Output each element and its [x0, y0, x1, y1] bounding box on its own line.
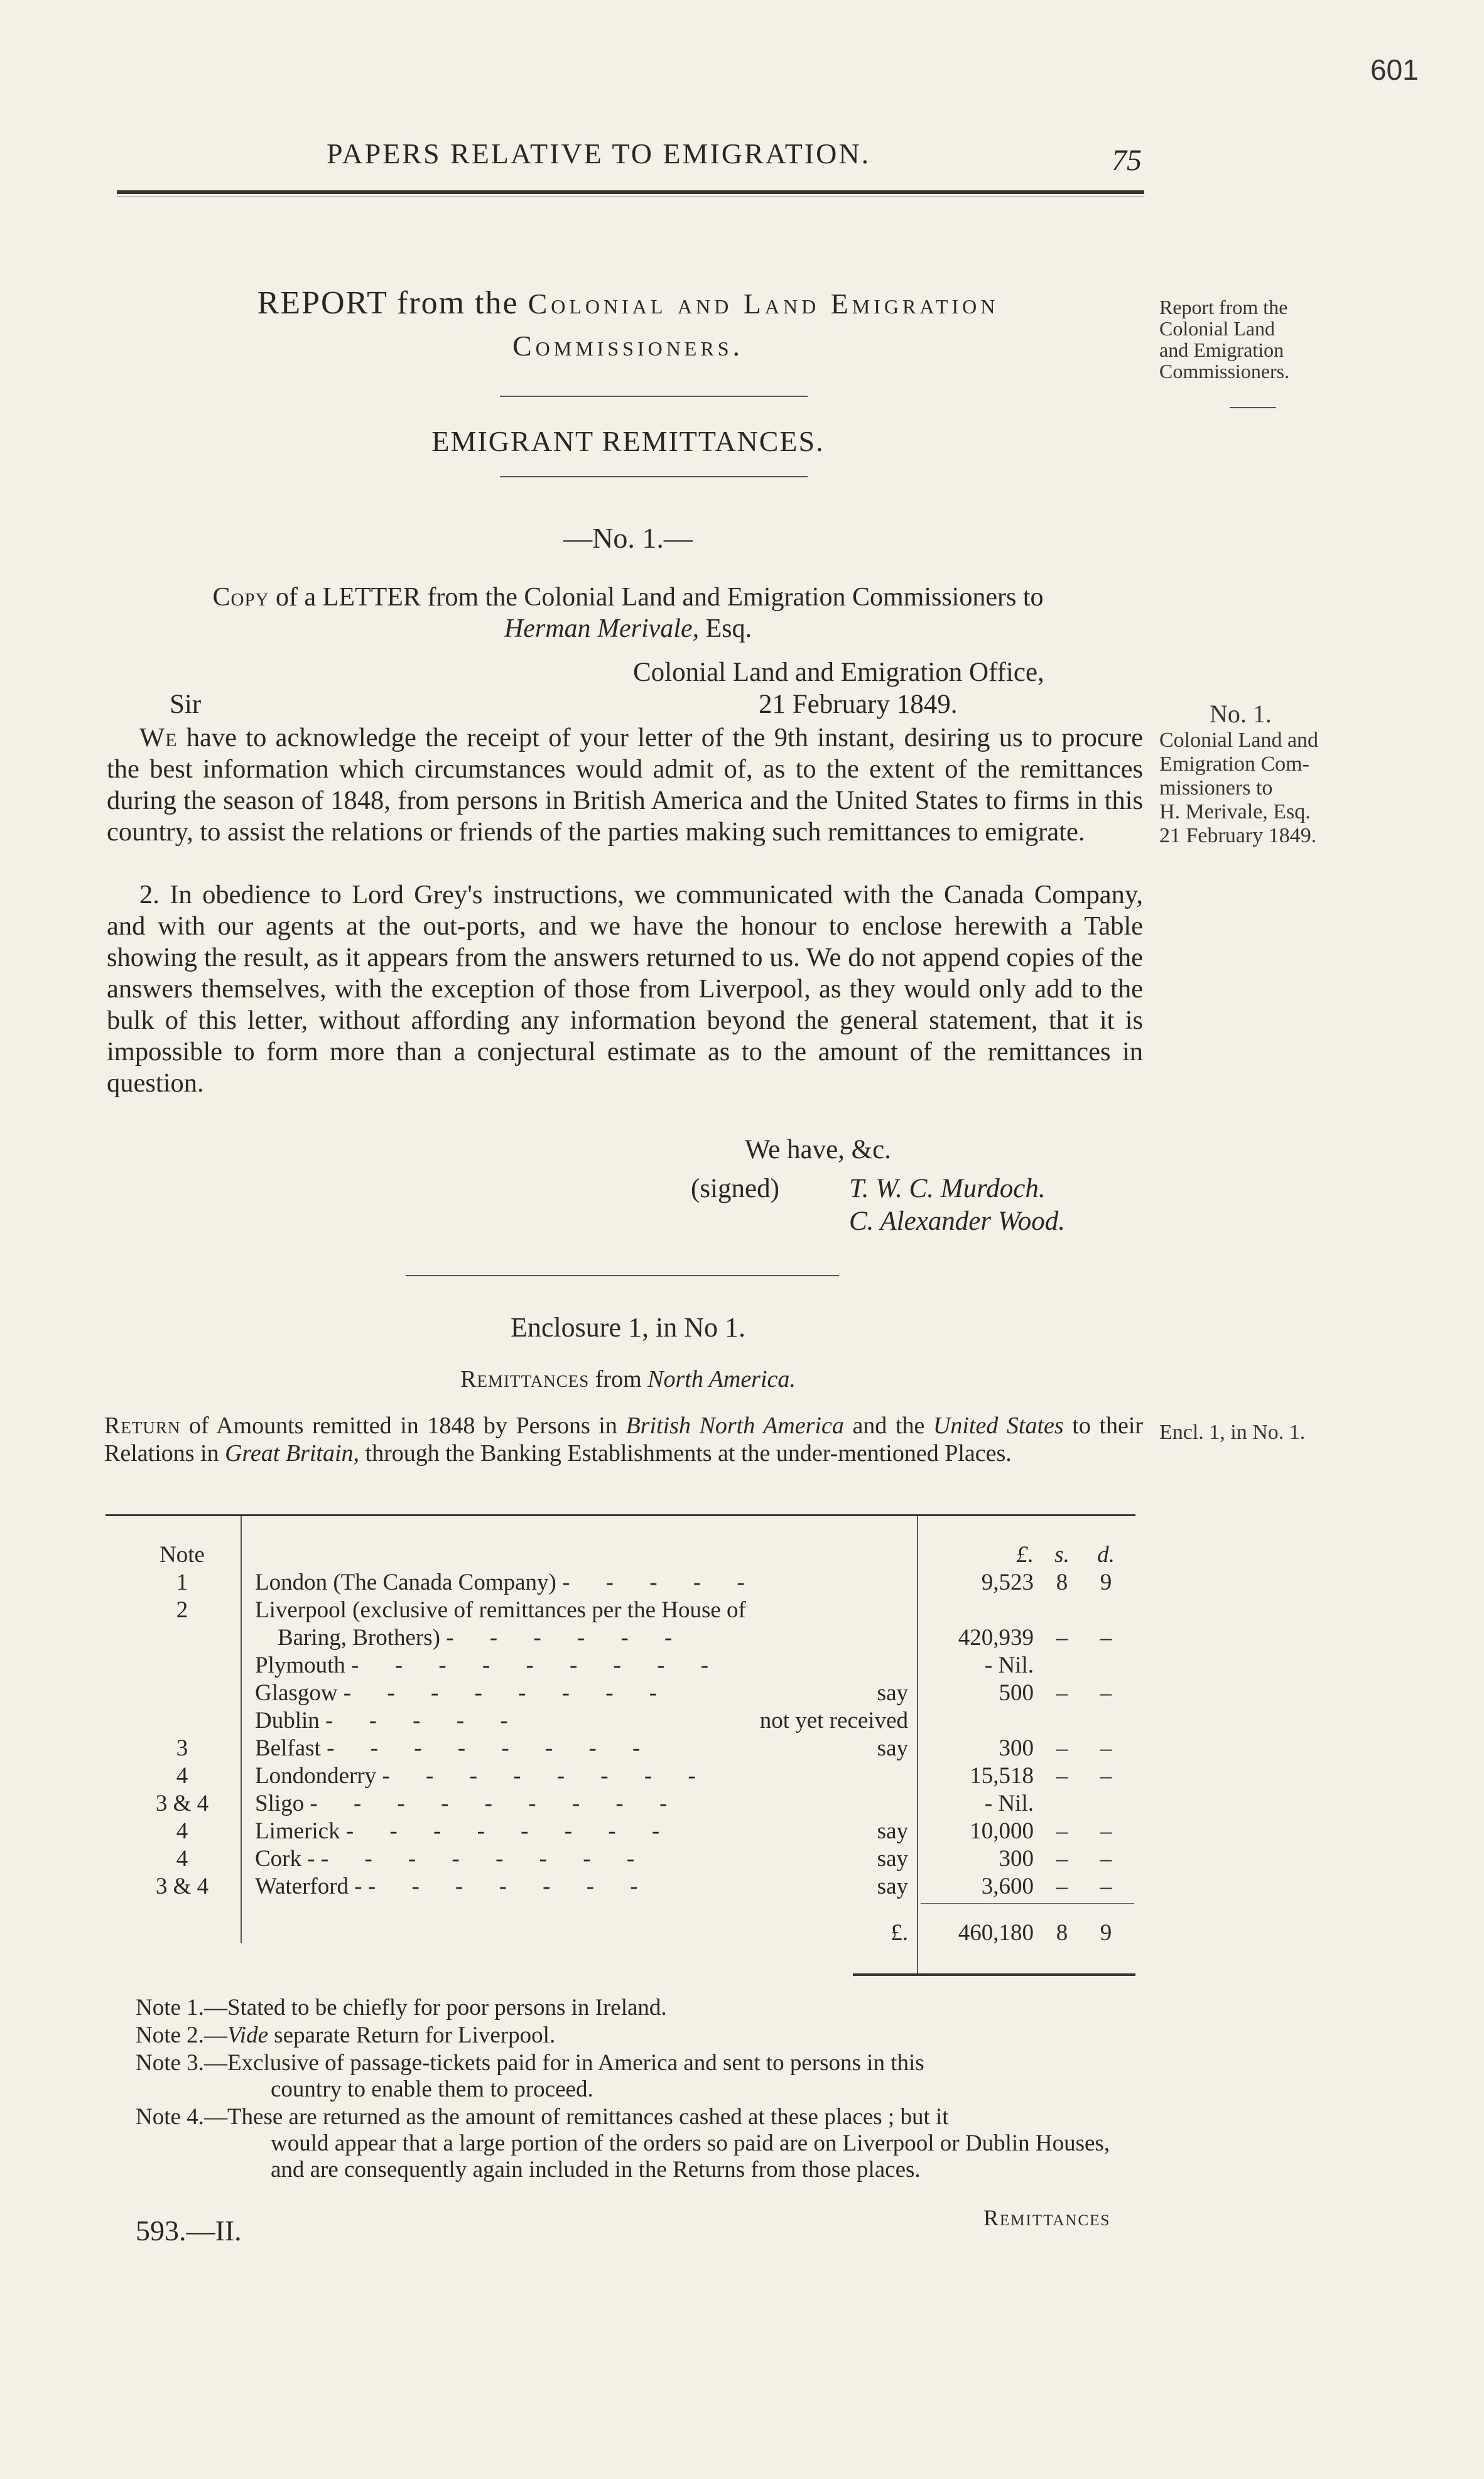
row-place: Waterford - — [255, 1874, 362, 1899]
margin-line: Emigration Com- — [1159, 752, 1309, 776]
table-bottom-rule — [853, 1973, 1135, 1976]
row-leader-dots: - - - - - - — [446, 1625, 688, 1651]
row-pence: – — [1100, 1818, 1112, 1844]
row-leader-dots: - - - - - - - - — [320, 1846, 650, 1872]
row-note-ref: 3 & 4 — [155, 1791, 209, 1816]
row-place-cell — [255, 1845, 908, 1873]
return-text-part: of Amounts remitted in 1848 by Persons in — [188, 1413, 617, 1439]
row-place-cell — [255, 1597, 908, 1624]
table-total-row — [0, 1919, 1484, 1947]
row-place-cell — [255, 1790, 908, 1818]
return-text-part: through the Banking Establishments at the under-mentioned Places. — [365, 1440, 1012, 1467]
report-title-prefix: REPORT from the — [257, 285, 519, 321]
row-pounds: 9,523 — [981, 1570, 1034, 1595]
row-leader-dots: - - - - - - - - — [327, 1735, 656, 1761]
table-row — [0, 1569, 1484, 1597]
row-place: Baring, Brothers) — [278, 1625, 440, 1651]
row-note-ref: 4 — [176, 1818, 188, 1844]
row-pounds: 3,600 — [981, 1874, 1034, 1899]
row-shillings: – — [1056, 1818, 1068, 1844]
row-shillings: – — [1056, 1874, 1068, 1899]
margin-line: and Emigration — [1159, 339, 1284, 361]
row-place-cell — [255, 1818, 908, 1845]
signed-label: (signed) — [691, 1174, 779, 1203]
letter-title-text: of a LETTER from the Colonial Land and Emigration Commissioners to — [276, 583, 1044, 612]
row-leader-dots: - - - - - — [562, 1570, 760, 1595]
table-row — [0, 1818, 1484, 1845]
remittances-heading — [126, 1365, 1130, 1393]
row-leader-dots: - - - - - - - — [367, 1874, 653, 1899]
table-row — [0, 1707, 1484, 1735]
report-title-line1: Colonial and Land Emigration — [528, 288, 999, 320]
row-pence: – — [1100, 1680, 1112, 1706]
note-text: —Exclusive of passage-tickets paid for in America and sent to persons in this — [203, 2050, 924, 2076]
row-place: Plymouth — [255, 1652, 345, 1678]
signature-1: T. W. C. Murdoch. — [849, 1174, 1046, 1203]
sheet-number: 593.—II. — [136, 2215, 242, 2247]
running-head: PAPERS RELATIVE TO EMIGRATION. — [327, 138, 871, 170]
header-rule — [117, 190, 1144, 194]
row-pounds: 500 — [999, 1680, 1034, 1706]
letter-title-prefix: Copy — [212, 583, 269, 612]
subject-rule — [500, 476, 808, 477]
note-label: Note 1. — [136, 1995, 204, 2021]
row-pence: – — [1100, 1874, 1112, 1899]
table-row — [0, 1735, 1484, 1762]
row-pounds: - Nil. — [984, 1791, 1034, 1816]
margin-line: H. Merivale, Esq. — [1159, 800, 1311, 823]
margin-line: No. 1. — [1210, 700, 1272, 728]
section-rule — [406, 1275, 839, 1276]
row-shillings: 8 — [1056, 1570, 1068, 1595]
remittances-from: from — [595, 1366, 642, 1392]
return-text-italic: Great Britain, — [225, 1440, 360, 1467]
row-note-ref: 4 — [176, 1763, 188, 1789]
return-word: Return — [104, 1413, 181, 1439]
row-pence: 9 — [1100, 1570, 1112, 1595]
table-row — [0, 1679, 1484, 1707]
header-shillings: s. — [1054, 1542, 1070, 1568]
row-shillings: – — [1056, 1680, 1068, 1706]
return-description — [104, 1412, 1143, 1467]
note-continuation: country to enable them to proceed. — [271, 2076, 593, 2102]
total-sum-rule — [921, 1903, 1134, 1904]
row-place-cell — [255, 1873, 908, 1901]
folio-number: 601 — [1370, 53, 1419, 86]
margin-line: Report from the — [1159, 296, 1288, 318]
row-suffix: say — [877, 1735, 908, 1761]
row-suffix: not yet received — [759, 1708, 908, 1733]
row-note-ref: 1 — [176, 1570, 188, 1595]
footnote-1 — [136, 1995, 1140, 2021]
table-row — [0, 1762, 1484, 1790]
date-line: 21 February 1849. — [759, 690, 958, 719]
note-label: Note 3. — [136, 2050, 204, 2076]
letter-paragraph-1 — [107, 722, 1143, 848]
table-row — [0, 1624, 1484, 1652]
row-note-ref: 2 — [176, 1597, 188, 1623]
return-text-italic: British North America — [626, 1413, 844, 1439]
row-pounds: - Nil. — [984, 1652, 1034, 1678]
letter-paragraph-2: 2. In obedience to Lord Grey's instructions, we communicated with the Canada Company, and with our agents at the out-ports, and we have the honour to enclose herewith a Table showing the result, as it appears from the answers returned to us. We do not append copies of the answers themselves, with the exception of those from Liverpool, as they would only add to the bulk of this letter, without affording any information beyond the general statement, that it is impossible to form more than a conjectural estimate as to the amount of the remittances in question. — [107, 880, 1143, 1098]
row-place: London (The Canada Company) — [255, 1570, 556, 1595]
table-row — [0, 1597, 1484, 1624]
row-suffix: say — [877, 1818, 908, 1844]
row-place: Liverpool (exclusive of remittances per the House of — [255, 1597, 746, 1623]
row-leader-dots: - - - - - - - - — [345, 1818, 675, 1844]
margin-line: Colonial Land — [1159, 317, 1275, 340]
row-place: Londonderry — [255, 1763, 377, 1789]
report-title-line2: Commissioners. — [512, 330, 744, 362]
subject-heading: EMIGRANT REMITTANCES. — [431, 425, 825, 457]
margin-line: missioners to — [1159, 776, 1273, 800]
catchword: Remittances — [983, 2205, 1111, 2230]
margin-line: Commissioners. — [1159, 360, 1290, 382]
row-suffix: say — [877, 1680, 908, 1706]
return-text-part: and the — [852, 1413, 925, 1439]
row-pence: – — [1100, 1763, 1112, 1789]
letter-addressee-suffix: Esq. — [705, 614, 752, 643]
table-row — [0, 1652, 1484, 1679]
row-note-ref: 3 & 4 — [155, 1874, 209, 1899]
return-text-italic: United States — [933, 1413, 1064, 1439]
row-leader-dots: - - - - - - - - — [343, 1680, 673, 1706]
letter-title — [113, 582, 1143, 644]
margin-line: 21 February 1849. — [1159, 824, 1317, 847]
note-continuation: would appear that a large portion of the orders so paid are on Liverpool or Dublin Houses, and are consequently again included in the Returns from those places. — [271, 2130, 1110, 2183]
title-rule — [500, 396, 808, 397]
return-text-part: to their Relations in — [104, 1413, 1144, 1467]
row-suffix: say — [877, 1846, 908, 1872]
row-pounds: 15,518 — [970, 1763, 1034, 1789]
total-pence: 9 — [1100, 1920, 1112, 1946]
margin-note-report — [1159, 296, 1289, 382]
total-shillings: 8 — [1056, 1920, 1068, 1946]
note-label: Note 4. — [136, 2104, 204, 2130]
table-row — [0, 1790, 1484, 1818]
row-place: Limerick — [255, 1818, 340, 1844]
signature-2: C. Alexander Wood. — [849, 1207, 1065, 1236]
row-place-cell — [255, 1762, 908, 1790]
row-place-cell — [255, 1735, 908, 1762]
remittances-word: Remittances — [460, 1366, 590, 1392]
header-pence: d. — [1097, 1542, 1115, 1568]
row-note-ref: 4 — [176, 1846, 188, 1872]
remittances-place: North America. — [647, 1366, 796, 1392]
row-place: Cork - — [255, 1846, 315, 1872]
header-note: Note — [160, 1542, 205, 1568]
row-place: Belfast — [255, 1735, 321, 1761]
row-shillings: – — [1056, 1625, 1068, 1651]
row-leader-dots: - - - - - - - - - — [351, 1652, 724, 1678]
margin-note-no1 — [1159, 702, 1318, 848]
row-place-cell — [255, 1624, 931, 1652]
footnote-3 — [136, 2050, 1140, 2103]
row-pounds: 300 — [999, 1735, 1034, 1761]
paragraph-lead-word: We — [139, 723, 178, 752]
row-leader-dots: - - - - - — [325, 1708, 523, 1733]
row-pounds: 300 — [999, 1846, 1034, 1872]
row-pounds: 420,939 — [958, 1625, 1034, 1651]
row-place-cell — [255, 1652, 908, 1679]
table-top-rule — [106, 1514, 1135, 1516]
row-place: Glasgow — [255, 1680, 338, 1706]
enclosure-heading: Enclosure 1, in No 1. — [511, 1312, 745, 1343]
row-leader-dots: - - - - - - - - - — [310, 1791, 683, 1816]
row-place: Sligo — [255, 1791, 305, 1816]
letter-addressee: Herman Merivale, — [504, 614, 700, 643]
document-number-heading: —No. 1.— — [563, 522, 693, 554]
row-leader-dots: - - - - - - - - — [382, 1763, 711, 1789]
table-row — [0, 1845, 1484, 1873]
total-label: £. — [891, 1920, 908, 1946]
row-suffix: say — [877, 1874, 908, 1899]
row-note-ref: 3 — [176, 1735, 188, 1761]
header-pounds: £. — [1016, 1542, 1034, 1568]
row-pounds: 10,000 — [970, 1818, 1034, 1844]
note-italic: Vide — [227, 2022, 268, 2048]
note-text: —These are returned as the amount of remittances cashed at these places ; but it — [203, 2104, 949, 2130]
row-pence: – — [1100, 1846, 1112, 1872]
salutation: Sir — [170, 690, 202, 719]
note-label: Note 2. — [136, 2022, 204, 2048]
footnote-2 — [136, 2022, 1140, 2049]
row-pence: – — [1100, 1625, 1112, 1651]
row-shillings: – — [1056, 1735, 1068, 1761]
total-pounds: 460,180 — [958, 1920, 1034, 1946]
note-text: —Stated to be chiefly for poor persons in Ireland. — [203, 1995, 667, 2021]
table-row — [0, 1873, 1484, 1901]
margin-note-enclosure: Encl. 1, in No. 1. — [1159, 1421, 1306, 1444]
row-place-cell — [255, 1679, 908, 1707]
note-text: — — [203, 2022, 227, 2048]
closing: We have, &c. — [745, 1135, 891, 1164]
paragraph-text: have to acknowledge the receipt of your letter of the 9th instant, desiring us to procure the best information which circumstances would admit of, as to the extent of the remittances during the season of 1848, from persons in British America and the United States to firms in this country, to assist the relations or friends of the parties making such remittances to emigrate. — [107, 723, 1144, 847]
office-line: Colonial Land and Emigration Office, — [633, 658, 1044, 687]
table-header-row — [0, 1541, 1484, 1569]
page-number: 75 — [1112, 144, 1142, 177]
margin-line: Colonial Land and — [1159, 729, 1319, 752]
row-pence: – — [1100, 1735, 1112, 1761]
row-shillings: – — [1056, 1763, 1068, 1789]
row-place: Dublin — [255, 1708, 320, 1733]
margin-rule — [1230, 407, 1276, 408]
row-shillings: – — [1056, 1846, 1068, 1872]
footnote-4 — [136, 2104, 1140, 2183]
row-place-cell — [255, 1569, 908, 1597]
report-title — [126, 283, 1130, 367]
note-text: separate Return for Liverpool. — [268, 2022, 556, 2048]
